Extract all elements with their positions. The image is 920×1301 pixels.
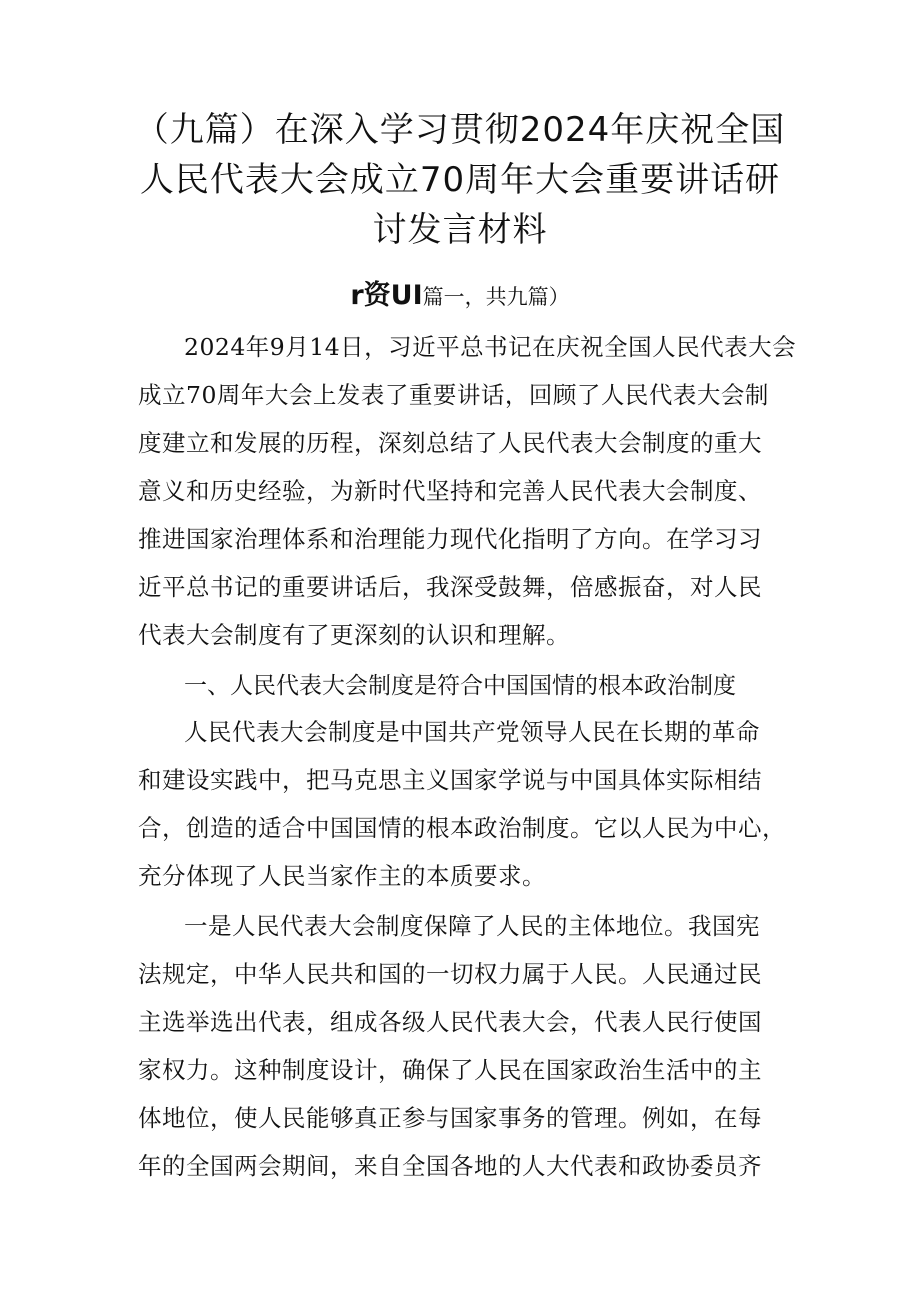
para3-line-2: 法规定，中华人民共和国的一切权力属于人民。人民通过民: [138, 960, 762, 988]
para1-line-7: 代表大会制度有了更深刻的认识和理解。: [138, 621, 570, 649]
para2-line-4: 充分体现了人民当家作主的本质要求。: [138, 862, 546, 890]
para2-line-1: 人民代表大会制度是中国共产党领导人民在长期的革命: [184, 718, 760, 746]
para1-line-5: 推进国家治理体系和治理能力现代化指明了方向。在学习习: [138, 525, 762, 553]
subtitle-prefix: r资UI: [350, 280, 423, 311]
para3-line-4: 家权力。这种制度设计，确保了人民在国家政治生活中的主: [138, 1056, 762, 1084]
para1-line-2: 成立70周年大会上发表了重要讲话，回顾了人民代表大会制: [138, 381, 769, 409]
para1-line-4: 意义和历史经验，为新时代坚持和完善人民代表大会制度、: [138, 477, 762, 505]
para2-line-2: 和建设实践中，把马克思主义国家学说与中国具体实际相结: [138, 766, 762, 794]
para3-line-6: 年的全国两会期间，来自全国各地的人大代表和政协委员齐: [138, 1152, 762, 1180]
para3-line-3: 主选举选出代表，组成各级人民代表大会，代表人民行使国: [138, 1008, 762, 1036]
para1-line-1: 2024年9月14日，习近平总书记在庆祝全国人民代表大会: [184, 333, 797, 361]
section-heading-1: 一、人民代表大会制度是符合中国国情的根本政治制度: [184, 673, 736, 699]
para1-line-3: 度建立和发展的历程，深刻总结了人民代表大会制度的重大: [138, 429, 762, 457]
subtitle-rest: 篇一，共九篇）: [422, 285, 570, 309]
subtitle: [0, 276, 920, 317]
title-line-1: （九篇）在深入学习贯彻2024年庆祝全国: [134, 110, 786, 150]
para2-line-3: 合，创造的适合中国国情的根本政治制度。它以人民为中心，: [138, 814, 786, 842]
title-line-3: 讨发言材料: [372, 210, 548, 250]
para3-line-1: 一是人民代表大会制度保障了人民的主体地位。我国宪: [184, 912, 760, 940]
title-line-2: 人民代表大会成立70周年大会重要讲话研: [139, 160, 781, 200]
para1-line-6: 近平总书记的重要讲话后，我深受鼓舞，倍感振奋，对人民: [138, 573, 762, 601]
para3-line-5: 体地位，使人民能够真正参与国家事务的管理。例如，在每: [138, 1104, 762, 1132]
